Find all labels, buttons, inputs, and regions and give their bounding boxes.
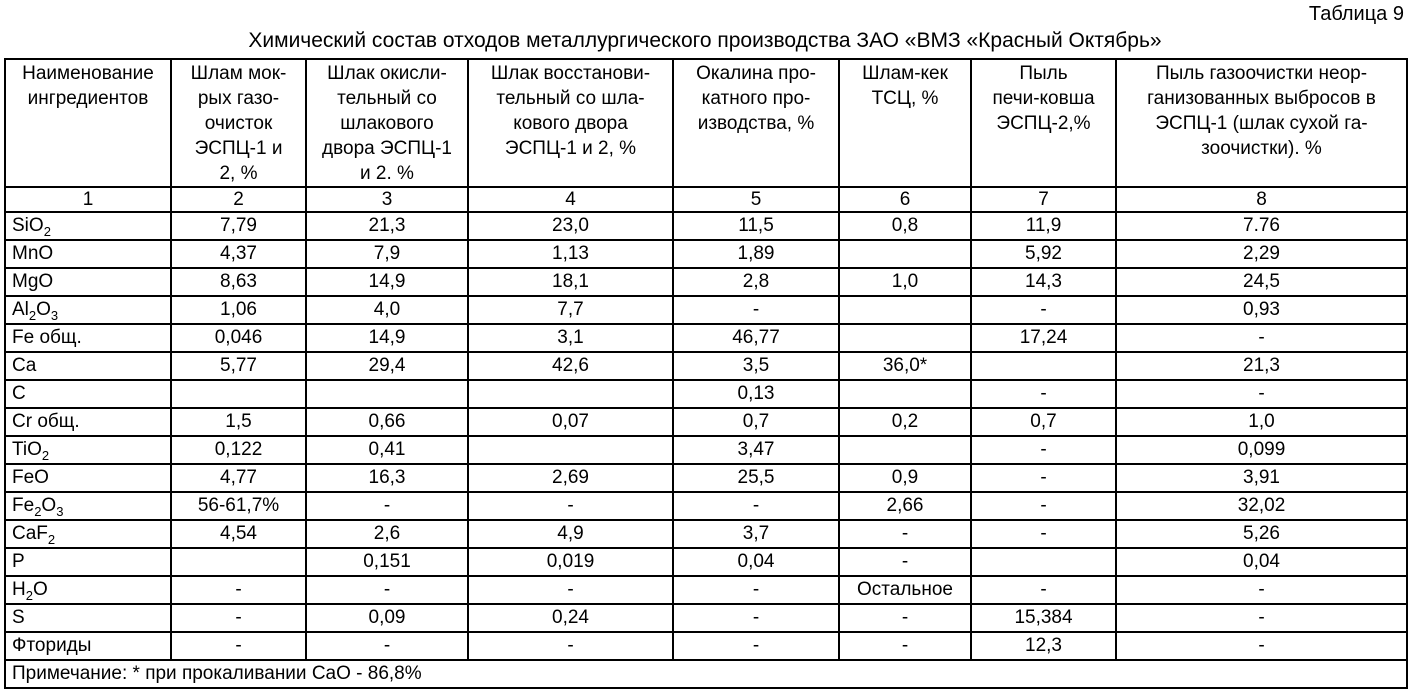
column-number-row [5, 187, 1407, 212]
value-cell: 0,66 [306, 408, 468, 436]
value-cell [839, 296, 971, 324]
value-cell: 8,63 [171, 268, 306, 296]
value-cell: 0,2 [839, 408, 971, 436]
value-cell: 2,66 [839, 492, 971, 520]
value-cell: - [306, 492, 468, 520]
value-cell: 0,24 [468, 604, 673, 632]
value-cell: 17,24 [971, 324, 1116, 352]
value-cell: - [971, 436, 1116, 464]
value-cell: 16,3 [306, 464, 468, 492]
ingredient-cell: CaF$_2$ [5, 520, 171, 548]
value-cell: 3,5 [673, 352, 839, 380]
value-cell: 11,5 [673, 212, 839, 240]
value-cell: - [839, 520, 971, 548]
column-header-wet-gas-sludge: Шлам мок- рых газо- очисток ЭСПЦ-1 и 2, % [171, 59, 306, 187]
value-cell: 21,3 [1116, 352, 1407, 380]
column-number: 5 [673, 187, 839, 212]
value-cell: - [1116, 324, 1407, 352]
value-cell: 2,69 [468, 464, 673, 492]
value-cell: 0,099 [1116, 436, 1407, 464]
table-row [5, 324, 1407, 352]
header-row [5, 59, 1407, 187]
value-cell: 0,04 [673, 548, 839, 576]
value-cell: 14,9 [306, 268, 468, 296]
value-cell: 0,9 [839, 464, 971, 492]
value-cell [839, 380, 971, 408]
column-number: 2 [171, 187, 306, 212]
value-cell: 14,3 [971, 268, 1116, 296]
value-cell: - [171, 632, 306, 660]
value-cell [306, 380, 468, 408]
value-cell: 2,8 [673, 268, 839, 296]
value-cell: 21,3 [306, 212, 468, 240]
value-cell: 4,9 [468, 520, 673, 548]
table-row [5, 408, 1407, 436]
value-cell: 23,0 [468, 212, 673, 240]
table-row [5, 436, 1407, 464]
value-cell: - [1116, 576, 1407, 604]
column-number: 7 [971, 187, 1116, 212]
value-cell: 3,7 [673, 520, 839, 548]
column-header-sludge-cake: Шлам-кек ТСЦ, % [839, 59, 971, 187]
value-cell: - [673, 492, 839, 520]
value-cell: 3,47 [673, 436, 839, 464]
value-cell: - [468, 492, 673, 520]
value-cell: 46,77 [673, 324, 839, 352]
value-cell: 0,151 [306, 548, 468, 576]
value-cell: 42,6 [468, 352, 673, 380]
table-row [5, 464, 1407, 492]
ingredient-cell: TiO$_2$ [5, 436, 171, 464]
value-cell: - [971, 296, 1116, 324]
table-row [5, 604, 1407, 632]
value-cell: - [839, 548, 971, 576]
value-cell: 0,7 [673, 408, 839, 436]
column-header-ingredients: Наименование ингредиентов [5, 59, 171, 187]
value-cell: 7.76 [1116, 212, 1407, 240]
table-title: Химический состав отходов металлургического производства ЗАО «ВМЗ «Красный Октябрь» [248, 29, 1162, 52]
table-row [5, 520, 1407, 548]
value-cell: 4,77 [171, 464, 306, 492]
value-cell: - [673, 632, 839, 660]
table-row [5, 632, 1407, 660]
value-cell: 15,384 [971, 604, 1116, 632]
value-cell: Остальное [839, 576, 971, 604]
ingredient-cell: Cr общ. [5, 408, 171, 436]
value-cell: 1,13 [468, 240, 673, 268]
value-cell [839, 324, 971, 352]
column-header-mill-scale: Окалина про- катного про- изводства, % [673, 59, 839, 187]
value-cell: - [171, 604, 306, 632]
value-cell: 29,4 [306, 352, 468, 380]
value-cell: - [1116, 632, 1407, 660]
value-cell: 56-61,7% [171, 492, 306, 520]
column-number: 8 [1116, 187, 1407, 212]
value-cell: 1,89 [673, 240, 839, 268]
value-cell: 2,29 [1116, 240, 1407, 268]
ingredient-cell: Fe общ. [5, 324, 171, 352]
value-cell [171, 380, 306, 408]
value-cell: - [971, 464, 1116, 492]
ingredient-cell: FeO [5, 464, 171, 492]
value-cell: 7,7 [468, 296, 673, 324]
table-row [5, 548, 1407, 576]
value-cell: 14,9 [306, 324, 468, 352]
column-number: 3 [306, 187, 468, 212]
table-row [5, 212, 1407, 240]
column-number: 4 [468, 187, 673, 212]
value-cell: 0,7 [971, 408, 1116, 436]
value-cell: - [306, 632, 468, 660]
value-cell: 1,5 [171, 408, 306, 436]
value-cell: 0,8 [839, 212, 971, 240]
value-cell: - [468, 632, 673, 660]
value-cell: - [673, 604, 839, 632]
column-header-reducing-slag: Шлак восстанови- тельный со шла- кового двора ЭСПЦ-1 и 2, % [468, 59, 673, 187]
ingredient-cell: S [5, 604, 171, 632]
value-cell: 5,77 [171, 352, 306, 380]
value-cell: 1,0 [1116, 408, 1407, 436]
table-note: Примечание: * при прокаливании CaO - 86,8% [5, 660, 1407, 688]
value-cell: - [468, 576, 673, 604]
table-body [5, 212, 1407, 660]
value-cell: 36,0* [839, 352, 971, 380]
ingredient-cell: $Fe_2O_3$ [5, 492, 171, 520]
column-number: 1 [5, 187, 171, 212]
value-cell: - [673, 296, 839, 324]
value-cell: 0,09 [306, 604, 468, 632]
value-cell: 0,019 [468, 548, 673, 576]
value-cell: 2,6 [306, 520, 468, 548]
ingredient-cell: MgO [5, 268, 171, 296]
value-cell [839, 240, 971, 268]
column-header-ladle-furnace-dust: Пыль печи-ковша ЭСПЦ-2,% [971, 59, 1116, 187]
value-cell: 5,92 [971, 240, 1116, 268]
column-header-oxidizing-slag: Шлак окисли- тельный со шлакового двора ЭСПЦ-1 и 2. % [306, 59, 468, 187]
value-cell: 0,122 [171, 436, 306, 464]
value-cell [839, 436, 971, 464]
value-cell: 32,02 [1116, 492, 1407, 520]
value-cell: 18,1 [468, 268, 673, 296]
table-row [5, 492, 1407, 520]
value-cell: - [1116, 604, 1407, 632]
value-cell: 7,9 [306, 240, 468, 268]
value-cell: - [971, 380, 1116, 408]
value-cell: 0,04 [1116, 548, 1407, 576]
value-cell: 4,0 [306, 296, 468, 324]
ingredient-cell: $Al_2O_3$ [5, 296, 171, 324]
note-row [5, 660, 1407, 688]
column-header-gas-cleaning-dust: Пыль газоочистки неор- ганизованных выбросов в ЭСПЦ-1 (шлак сухой га- зоочистки). % [1116, 59, 1407, 187]
value-cell: 12,3 [971, 632, 1116, 660]
value-cell: 24,5 [1116, 268, 1407, 296]
value-cell: 0,41 [306, 436, 468, 464]
value-cell: - [1116, 380, 1407, 408]
table-row [5, 380, 1407, 408]
value-cell [971, 352, 1116, 380]
ingredient-cell: $H_2O$ [5, 576, 171, 604]
ingredient-cell: SiO$_2$ [5, 212, 171, 240]
value-cell: 3,1 [468, 324, 673, 352]
table-number-label: Таблица 9 [1308, 3, 1404, 25]
value-cell: - [171, 576, 306, 604]
value-cell: 7,79 [171, 212, 306, 240]
ingredient-cell: Ca [5, 352, 171, 380]
value-cell: 4,37 [171, 240, 306, 268]
value-cell [171, 548, 306, 576]
value-cell: - [839, 632, 971, 660]
value-cell [468, 436, 673, 464]
value-cell: 25,5 [673, 464, 839, 492]
value-cell: 0,07 [468, 408, 673, 436]
table-row [5, 268, 1407, 296]
value-cell: 1,06 [171, 296, 306, 324]
value-cell: 5,26 [1116, 520, 1407, 548]
value-cell: - [673, 576, 839, 604]
table-row [5, 296, 1407, 324]
ingredient-cell: C [5, 380, 171, 408]
value-cell: - [971, 520, 1116, 548]
table-row [5, 240, 1407, 268]
column-number: 6 [839, 187, 971, 212]
value-cell: 0,93 [1116, 296, 1407, 324]
value-cell: - [839, 604, 971, 632]
table-row [5, 576, 1407, 604]
value-cell: 3,91 [1116, 464, 1407, 492]
value-cell: - [306, 576, 468, 604]
ingredient-cell: MnO [5, 240, 171, 268]
value-cell [971, 548, 1116, 576]
value-cell: 1,0 [839, 268, 971, 296]
value-cell: 0,13 [673, 380, 839, 408]
table-row [5, 352, 1407, 380]
value-cell: - [971, 492, 1116, 520]
value-cell [468, 380, 673, 408]
ingredient-cell: P [5, 548, 171, 576]
value-cell: - [971, 576, 1116, 604]
chemical-composition-table [4, 58, 1408, 689]
value-cell: 4,54 [171, 520, 306, 548]
ingredient-cell: Фториды [5, 632, 171, 660]
value-cell: 0,046 [171, 324, 306, 352]
value-cell: 11,9 [971, 212, 1116, 240]
